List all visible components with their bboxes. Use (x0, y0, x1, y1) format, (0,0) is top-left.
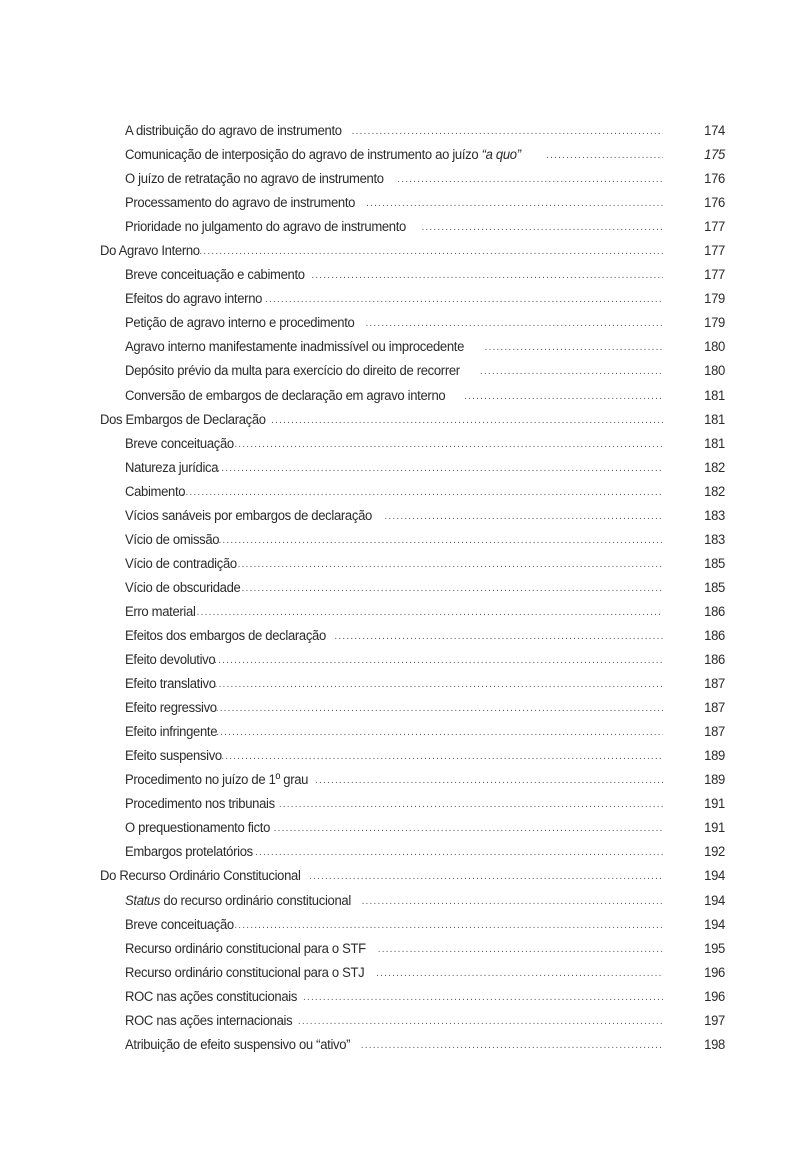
title-text: Procedimento no juízo de 1º grau (125, 772, 309, 789)
dot-leader (464, 385, 663, 409)
toc-section-entry[interactable] (100, 864, 725, 888)
table-of-contents (100, 119, 725, 1057)
dot-leader (546, 144, 663, 168)
toc-entry-title (125, 889, 352, 913)
title-text: Efeito translativo (125, 676, 216, 693)
toc-subsection-entry[interactable] (100, 335, 725, 359)
dot-leader (215, 673, 663, 697)
title-text: Efeitos do agravo interno (125, 291, 263, 308)
toc-entry-title (125, 985, 298, 1009)
title-text: Recurso ordinário constitucional para o STJ (125, 964, 365, 981)
title-text: Efeitos dos embargos de declaração (125, 627, 326, 644)
dot-leader (199, 240, 663, 264)
toc-entry-page-number: 176 (704, 171, 725, 188)
toc-entry-page-number: 183 (704, 507, 725, 524)
toc-entry-page-number: 185 (704, 555, 725, 572)
toc-entry-page-number: 191 (704, 796, 725, 813)
toc-entry-title (125, 311, 355, 335)
toc-entry-title (125, 648, 216, 672)
dot-leader (271, 409, 663, 433)
toc-subsection-entry[interactable] (100, 528, 725, 552)
toc-subsection-entry[interactable] (100, 384, 725, 408)
toc-entry-title (125, 961, 365, 985)
toc-entry-title (125, 913, 235, 937)
toc-subsection-entry[interactable] (100, 263, 725, 287)
toc-entry-page-number: 182 (704, 459, 725, 476)
title-text: Processamento do agravo de instrumento (125, 195, 356, 212)
toc-entry-title (125, 143, 522, 167)
dot-leader (397, 168, 663, 192)
title-text: ROC nas ações constitucionais (125, 988, 298, 1005)
toc-entry-page-number: 177 (704, 219, 725, 236)
title-text: O prequestionamento ficto (125, 820, 271, 837)
toc-entry-title (125, 744, 223, 768)
toc-entry-page-number: 180 (704, 339, 725, 356)
dot-leader (480, 360, 663, 384)
title-text: Atribuição de efeito suspensivo ou “ativo” (125, 1036, 351, 1053)
toc-subsection-entry[interactable] (100, 840, 725, 864)
title-text: Prioridade no julgamento do agravo de instrumento (125, 219, 407, 236)
title-text: Conversão de embargos de declaração em agravo interno (125, 387, 446, 404)
toc-entry-title (125, 792, 276, 816)
toc-entry-page-number: 181 (704, 387, 725, 404)
title-text: Do Recurso Ordinário Constitucional (100, 868, 301, 885)
dot-leader (181, 481, 663, 505)
toc-entry-title (125, 191, 356, 215)
dot-leader (298, 1010, 663, 1034)
toc-entry-page-number: 194 (704, 868, 725, 885)
toc-subsection-entry[interactable] (100, 480, 725, 504)
dot-leader (352, 120, 663, 144)
title-text: Erro material (125, 603, 196, 620)
title-text: Agravo interno manifestamente inadmissível ou improcedente (125, 339, 465, 356)
toc-subsection-entry[interactable] (100, 768, 725, 792)
toc-subsection-entry[interactable] (100, 985, 725, 1009)
toc-entry-page-number: 198 (704, 1036, 725, 1053)
toc-section-entry[interactable] (100, 408, 725, 432)
dot-leader (315, 769, 663, 793)
toc-entry-title (125, 576, 241, 600)
toc-entry-page-number: 181 (704, 411, 725, 428)
toc-entry-page-number: 179 (704, 315, 725, 332)
title-text: Depósito prévio da multa para exercício do direito de recorrer (125, 363, 460, 380)
dot-leader (384, 505, 663, 529)
toc-entry-title (125, 215, 407, 239)
toc-subsection-entry[interactable] (100, 552, 725, 576)
dot-leader (279, 793, 663, 817)
toc-entry-page-number: 185 (704, 579, 725, 596)
toc-entry-page-number: 196 (704, 964, 725, 981)
title-text: Efeito devolutivo (125, 652, 216, 669)
toc-entry-page-number: 182 (704, 483, 725, 500)
toc-entry-page-number: 192 (704, 844, 725, 861)
toc-subsection-entry[interactable] (100, 889, 725, 913)
toc-subsection-entry[interactable] (100, 816, 725, 840)
toc-subsection-entry[interactable] (100, 456, 725, 480)
title-text: Breve conceituação (125, 435, 234, 452)
toc-entry-page-number: 196 (704, 988, 725, 1005)
toc-entry-page-number: 181 (704, 435, 725, 452)
toc-entry-title (125, 504, 373, 528)
dot-leader (221, 745, 663, 769)
title-text: ROC nas ações internacionais (125, 1012, 293, 1029)
toc-subsection-entry[interactable] (100, 311, 725, 335)
toc-entry-page-number: 194 (704, 892, 725, 909)
toc-entry-title (125, 456, 219, 480)
dot-leader (216, 721, 663, 745)
toc-entry-title (125, 696, 218, 720)
toc-subsection-entry[interactable] (100, 359, 725, 383)
dot-leader (214, 649, 663, 673)
title-text: do recurso ordinário constitucional (160, 892, 351, 909)
toc-subsection-entry[interactable] (100, 1009, 725, 1033)
toc-entry-title (125, 432, 235, 456)
toc-entry-title (125, 600, 196, 624)
dot-leader (334, 625, 663, 649)
toc-subsection-entry[interactable] (100, 696, 725, 720)
dot-leader (362, 890, 663, 914)
title-text: Petição de agravo interno e procedimento (125, 315, 355, 332)
title-text: Cabimento (125, 483, 186, 500)
toc-subsection-entry[interactable] (100, 576, 725, 600)
dot-leader (311, 264, 663, 288)
title-text: Dos Embargos de Declaração (100, 411, 266, 428)
dot-leader (485, 336, 664, 360)
toc-entry-page-number: 180 (704, 363, 725, 380)
title-text: O juízo de retratação no agravo de instrumento (125, 171, 384, 188)
title-text: Do Agravo Interno (100, 243, 200, 260)
toc-subsection-entry[interactable] (100, 648, 725, 672)
toc-entry-title (125, 359, 461, 383)
toc-subsection-entry[interactable] (100, 1033, 725, 1057)
toc-subsection-entry[interactable] (100, 744, 725, 768)
dot-leader (376, 962, 663, 986)
toc-entry-page-number: 191 (704, 820, 725, 837)
dot-leader (366, 192, 663, 216)
dot-leader (234, 914, 663, 938)
toc-subsection-entry[interactable] (100, 119, 725, 143)
toc-subsection-entry[interactable] (100, 215, 725, 239)
toc-subsection-entry[interactable] (100, 624, 725, 648)
title-text: Efeito regressivo (125, 700, 217, 717)
dot-leader (274, 817, 663, 841)
toc-entry-page-number: 194 (704, 916, 725, 933)
toc-entry-title (125, 119, 343, 143)
toc-entry-page-number: 186 (704, 603, 725, 620)
title-text: Procedimento nos tribunais (125, 796, 275, 813)
toc-entry-page-number: 197 (704, 1012, 725, 1029)
toc-subsection-entry[interactable] (100, 167, 725, 191)
toc-entry-title (125, 937, 367, 961)
dot-leader (193, 601, 663, 625)
toc-entry-title (125, 816, 271, 840)
toc-entry-page-number: 186 (704, 652, 725, 669)
title-text: Vícios sanáveis por embargos de declaração (125, 507, 372, 524)
toc-subsection-entry[interactable] (100, 913, 725, 937)
toc-entry-page-number: 177 (704, 267, 725, 284)
toc-entry-page-number: 187 (704, 676, 725, 693)
title-text: Natureza jurídica (125, 459, 219, 476)
dot-leader (242, 577, 663, 601)
title-italic-text: Status (125, 892, 161, 909)
toc-entry-title (125, 167, 385, 191)
toc-subsection-entry[interactable] (100, 432, 725, 456)
toc-entry-title (125, 480, 186, 504)
toc-entry-title (125, 840, 254, 864)
title-text: Breve conceituação e cabimento (125, 267, 305, 284)
toc-entry-title (100, 408, 267, 432)
title-text: Vício de omissão (125, 531, 220, 548)
toc-subsection-entry[interactable] (100, 143, 725, 167)
toc-subsection-entry[interactable] (100, 600, 725, 624)
title-text: Efeito suspensivo (125, 748, 222, 765)
title-text: Vício de contradição (125, 555, 237, 572)
dot-leader (365, 312, 663, 336)
toc-entry-page-number: 174 (704, 123, 725, 139)
toc-entry-title (125, 672, 217, 696)
toc-entry-page-number: 176 (704, 195, 725, 212)
toc-entry-title (125, 768, 309, 792)
toc-entry-title (100, 239, 201, 263)
dot-leader (309, 865, 663, 889)
toc-subsection-entry[interactable] (100, 792, 725, 816)
toc-subsection-entry[interactable] (100, 504, 725, 528)
toc-subsection-entry[interactable] (100, 191, 725, 215)
toc-entry-title (125, 1033, 351, 1057)
toc-subsection-entry[interactable] (100, 961, 725, 985)
dot-leader (421, 216, 663, 240)
toc-entry-page-number: 175 (704, 147, 725, 164)
toc-entry-title (125, 287, 263, 311)
toc-section-entry[interactable] (100, 239, 725, 263)
toc-entry-title (125, 720, 218, 744)
title-text: Efeito infringente (125, 724, 218, 741)
title-italic-text: “a quo” (481, 147, 521, 164)
dot-leader (217, 457, 663, 481)
dot-leader (216, 697, 663, 721)
dot-leader (378, 938, 663, 962)
toc-entry-page-number: 186 (704, 627, 725, 644)
dot-leader (265, 288, 663, 312)
dot-leader (255, 841, 663, 865)
toc-entry-page-number: 189 (704, 772, 725, 789)
toc-entry-page-number: 179 (704, 291, 725, 308)
toc-entry-page-number: 183 (704, 531, 725, 548)
toc-entry-title (125, 263, 306, 287)
toc-entry-title (125, 335, 465, 359)
title-text: Recurso ordinário constitucional para o STF (125, 940, 366, 957)
toc-entry-page-number: 195 (704, 940, 725, 957)
dot-leader (361, 1034, 663, 1058)
toc-subsection-entry[interactable] (100, 720, 725, 744)
dot-leader (218, 529, 663, 553)
dot-leader (234, 433, 663, 457)
toc-entry-title (125, 384, 446, 408)
toc-entry-title (100, 864, 301, 888)
title-text: Vício de obscuridade (125, 579, 241, 596)
toc-entry-page-number: 189 (704, 748, 725, 765)
toc-entry-title (125, 624, 327, 648)
toc-entry-page-number: 177 (704, 243, 725, 260)
title-text: Embargos protelatórios (125, 844, 253, 861)
dot-leader (303, 986, 663, 1010)
toc-entry-page-number: 187 (704, 724, 725, 741)
title-text: Breve conceituação (125, 916, 234, 933)
toc-entry-page-number: 187 (704, 700, 725, 717)
title-text: A distribuição do agravo de instrumento (125, 123, 342, 139)
toc-subsection-entry[interactable] (100, 672, 725, 696)
toc-entry-title (125, 528, 220, 552)
toc-subsection-entry[interactable] (100, 937, 725, 961)
toc-entry-title (125, 552, 238, 576)
toc-entry-title (125, 1009, 293, 1033)
title-text: Comunicação de interposição do agravo de instrumento ao juízo (125, 147, 482, 164)
dot-leader (238, 553, 663, 577)
toc-subsection-entry[interactable] (100, 287, 725, 311)
